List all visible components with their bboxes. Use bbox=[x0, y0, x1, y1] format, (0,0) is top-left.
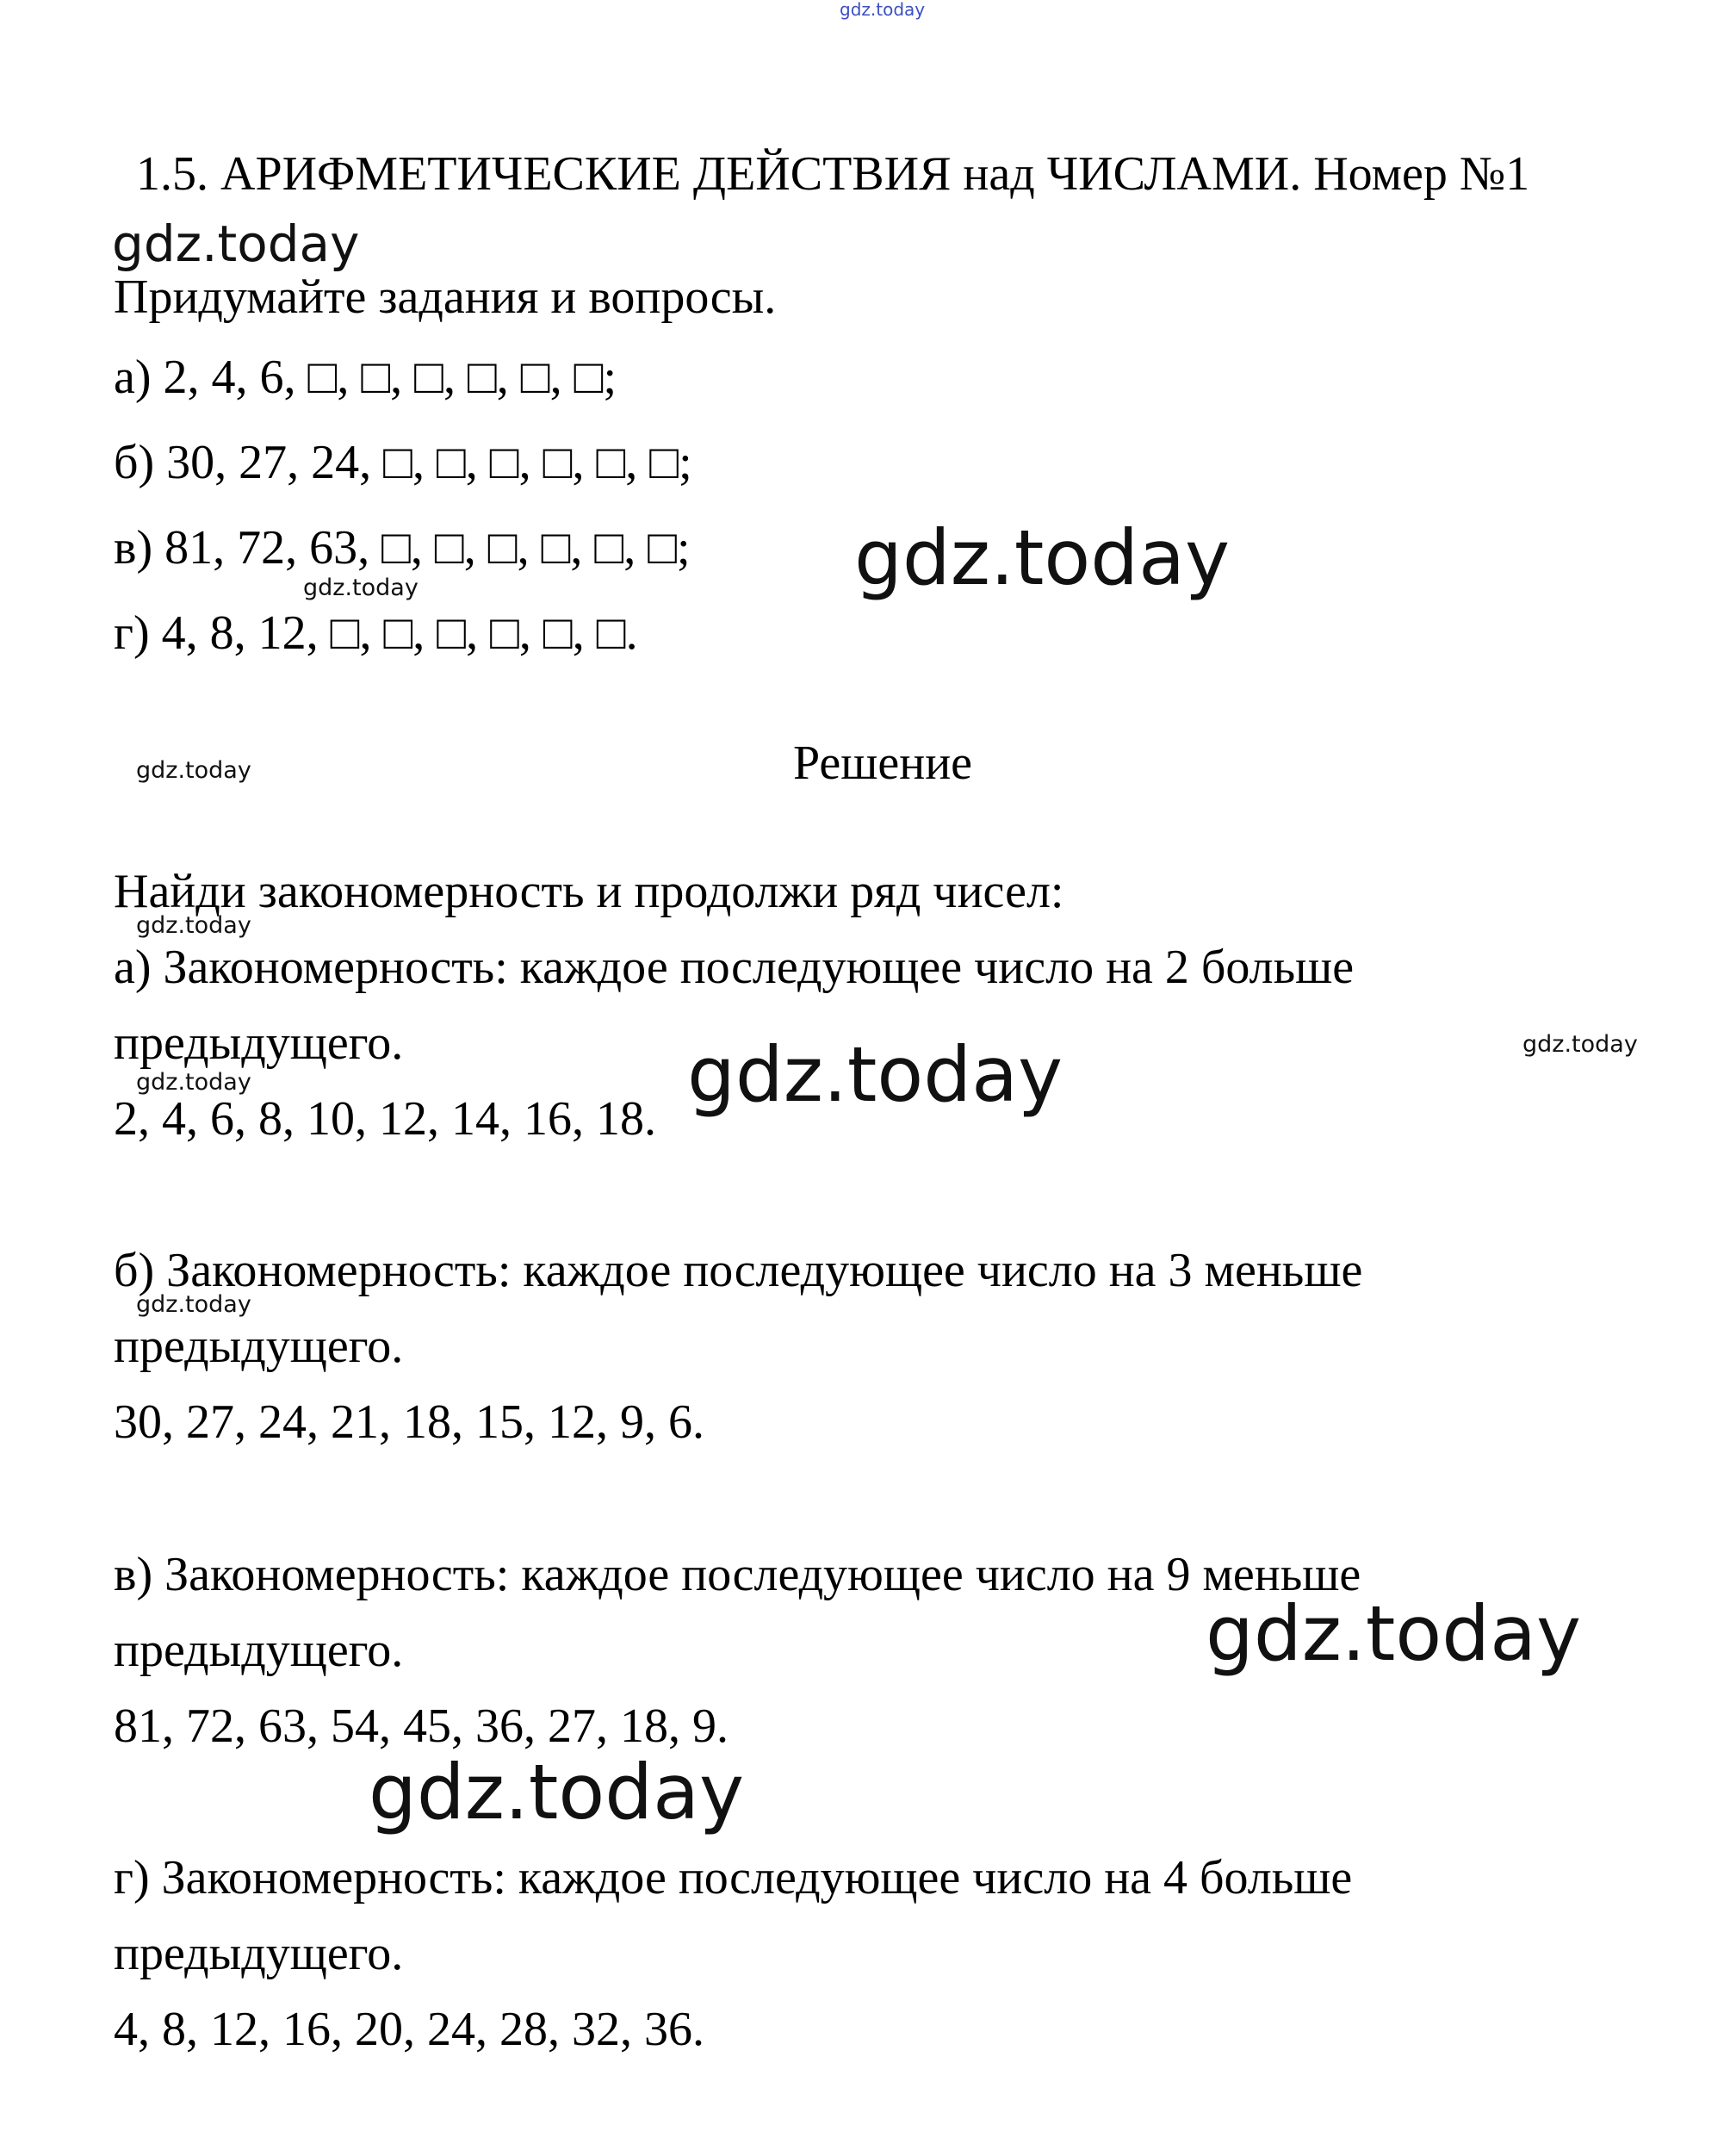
watermark-top: gdz.today bbox=[840, 0, 926, 20]
watermark-task-large: gdz.today bbox=[854, 513, 1231, 602]
task-line-b: б) 30, 27, 24, □, □, □, □, □, □; bbox=[114, 436, 692, 489]
watermark-seq-a-large: gdz.today bbox=[687, 1030, 1063, 1119]
rule-c: в) Закономерность: каждое последующее число на 9 меньше bbox=[114, 1548, 1361, 1601]
watermark-seq-c-large: gdz.today bbox=[369, 1748, 745, 1836]
task-line-a: а) 2, 4, 6, □, □, □, □, □, □; bbox=[114, 351, 617, 404]
sequence-d: 4, 8, 12, 16, 20, 24, 28, 32, 36. bbox=[114, 2003, 704, 2056]
rule-a: а) Закономерность: каждое последующее число на 2 больше bbox=[114, 941, 1355, 994]
rule-a-cont: предыдущего. bbox=[114, 1016, 404, 1070]
rule-b: б) Закономерность: каждое последующее число на 3 меньше bbox=[114, 1244, 1363, 1297]
rule-d-cont: предыдущего. bbox=[114, 1927, 404, 1980]
rule-d: г) Закономерность: каждое последующее число на 4 больше bbox=[114, 1851, 1353, 1904]
sequence-c: 81, 72, 63, 54, 45, 36, 27, 18, 9. bbox=[114, 1699, 729, 1753]
watermark-header: gdz.today bbox=[112, 214, 360, 273]
watermark-seq-a: gdz.today bbox=[136, 1069, 251, 1096]
watermark-task-small: gdz.today bbox=[303, 575, 419, 601]
rule-c-cont: предыдущего. bbox=[114, 1624, 404, 1677]
task-line-c: в) 81, 72, 63, □, □, □, □, □, □; bbox=[114, 521, 691, 575]
task-line-d: г) 4, 8, 12, □, □, □, □, □, □. bbox=[114, 606, 638, 660]
watermark-rule-b: gdz.today bbox=[136, 1291, 251, 1318]
sequence-a: 2, 4, 6, 8, 10, 12, 14, 16, 18. bbox=[114, 1092, 656, 1146]
page-title: 1.5. АРИФМЕТИЧЕСКИЕ ДЕЙСТВИЯ над ЧИСЛАМИ. Номер №1 bbox=[136, 147, 1530, 201]
watermark-intro: gdz.today bbox=[136, 912, 251, 939]
watermark-rule-c-large: gdz.today bbox=[1206, 1589, 1582, 1678]
solution-intro: Найди закономерность и продолжи ряд чисел: bbox=[114, 865, 1064, 918]
sequence-b: 30, 27, 24, 21, 18, 15, 12, 9, 6. bbox=[114, 1395, 704, 1449]
rule-b-cont: предыдущего. bbox=[114, 1320, 404, 1373]
watermark-solution-label: gdz.today bbox=[136, 757, 251, 784]
task-prompt: Придумайте задания и вопросы. bbox=[114, 270, 777, 324]
watermark-right: gdz.today bbox=[1522, 1031, 1638, 1058]
solution-heading: Решение bbox=[792, 736, 973, 790]
